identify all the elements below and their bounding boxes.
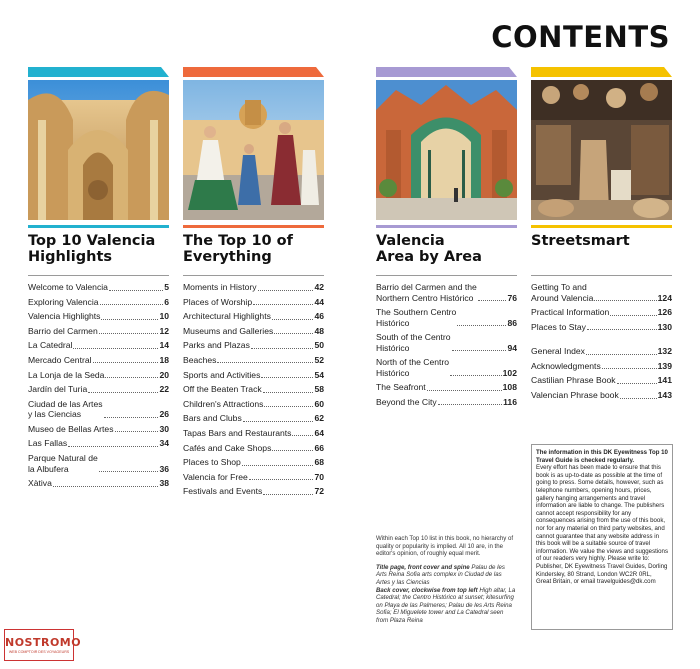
- credits-note: [376, 564, 517, 625]
- toc-entry: [376, 307, 517, 328]
- section-heading: The Top 10 of Everything: [183, 233, 293, 265]
- toc-entry-page: 30: [159, 423, 169, 434]
- info-heading: The information in this DK Eyewitness Top 10 Travel Guide is checked regularly.: [536, 449, 668, 464]
- dot-leader: [478, 300, 507, 301]
- toc-entry: [376, 357, 517, 378]
- toc-entry-page: 42: [314, 282, 324, 292]
- dot-leader: [292, 435, 313, 436]
- dot-leader: [264, 406, 313, 407]
- toc-entry: [28, 384, 169, 395]
- toc-entry-page: 124: [657, 292, 672, 303]
- divider: [183, 275, 324, 276]
- dot-leader: [610, 315, 656, 316]
- info-body: Every effort has been made to ensure that this book is as up-to-date as possible at the time of going to press. Some details, however, such as telephone numbers, opening hours, prices, gallery hanging arrangements and travel information are liable to change. The publishers cannot accept responsibility for any consequences arising from the use of this book, nor for any material on third party websites, and cannot guarantee that any website address in this book will be a suitable source of travel information. We value the views and suggestions of our readers very highly. Please write to: Publisher, DK Eyewitness Travel Guides, Dorling Kindersley, 80 Strand, London WC2R 0RL, Great Britain, or email travelguides@dk.com: [536, 464, 668, 586]
- toc-entry-title: Festivals and Events: [183, 486, 263, 497]
- toc-entry-page: 58: [314, 384, 324, 395]
- dot-leader: [68, 446, 158, 447]
- toc-entry-page: 10: [159, 311, 169, 322]
- toc-entry-page: 102: [502, 367, 517, 378]
- toc-entry-title: Mercado Central: [28, 354, 92, 365]
- toc-entry-title: Welcome to Valencia: [28, 282, 108, 292]
- toc-entry-title: South of the Centro Histórico: [376, 332, 451, 353]
- toc-entry-page: 48: [314, 325, 324, 336]
- toc-entry-page: 36: [159, 463, 169, 474]
- toc-entry-title: Cafés and Cake Shops: [183, 442, 272, 453]
- dancers-photo: [183, 80, 324, 220]
- toc-entry-page: 52: [314, 354, 324, 365]
- dot-leader: [263, 494, 313, 495]
- cathedral-photo: [28, 80, 169, 220]
- dot-leader: [249, 479, 314, 480]
- toc-entry: [183, 486, 324, 497]
- toc-entry-page: 76: [507, 292, 517, 303]
- toc-entry: [183, 326, 324, 337]
- toc-list: [376, 282, 517, 407]
- toc-entry-title: Ciudad de las Artes y las Ciencias: [28, 398, 103, 420]
- toc-entry: [531, 282, 672, 303]
- dot-leader: [115, 431, 159, 432]
- toc-entry-page: 34: [159, 438, 169, 449]
- toc-entry: [183, 472, 324, 483]
- toc-entry: [28, 424, 169, 435]
- toc-entry-title: Places to Stay: [531, 321, 586, 332]
- credit-text: High altar, La Catedral; the Centro Histórico at sunset; kitesurfing on Playa de las Palmeres; Palau de les Arts Reina Sofia; El Miguelete tower and La Catedral seen from Plaza Reina: [376, 586, 516, 624]
- toc-entry-title: Acknowledgments: [531, 360, 601, 371]
- toc-entry-title: Barrio del Carmen: [28, 325, 98, 336]
- toc-entry-page: 18: [159, 354, 169, 365]
- toc-entry-page: 141: [657, 375, 672, 386]
- editorial-note: [376, 535, 517, 631]
- toc-entry-page: 72: [314, 486, 324, 497]
- toc-entry-title: Valencia Highlights: [28, 311, 101, 322]
- toc-entry-title: Museo de Bellas Artes: [28, 423, 114, 434]
- dot-leader: [73, 348, 158, 349]
- toc-entry: [28, 453, 169, 474]
- toc-entry: [28, 340, 169, 351]
- toc-entry-title: Getting To and Around Valencia: [531, 282, 594, 303]
- logo-tagline: WEB COMPTOIR DES VOYAGEURS: [8, 650, 70, 654]
- toc-entry: [531, 322, 672, 333]
- toc-entry: [28, 438, 169, 449]
- dot-leader: [93, 362, 159, 363]
- dot-leader: [587, 329, 657, 330]
- toc-entry-page: 86: [507, 317, 517, 328]
- dot-leader: [243, 421, 314, 422]
- toc-list: [531, 282, 672, 401]
- section-tab: [183, 67, 324, 77]
- credit-text: Palau de les Arts Reina Sofia arts complex in Ciudad de las Artes y las Ciencias: [376, 563, 505, 586]
- toc-entry: [376, 382, 517, 393]
- section-heading: Valencia Area by Area: [376, 233, 482, 265]
- dot-leader: [88, 392, 158, 393]
- toc-entry-title: Sports and Activities: [183, 369, 261, 380]
- toc-entry-page: 6: [164, 296, 169, 307]
- toc-entry-title: The Seafront: [376, 382, 426, 393]
- toc-entry: [28, 311, 169, 322]
- toc-entry: [183, 413, 324, 424]
- toc-entry: [183, 399, 324, 410]
- dot-leader: [105, 377, 158, 378]
- toc-entry-page: 130: [657, 321, 672, 332]
- dot-leader: [617, 383, 657, 384]
- toc-entry-title: Beyond the City: [376, 396, 437, 407]
- toc-entry-title: North of the Centro Histórico: [376, 357, 450, 378]
- toc-entry: [531, 361, 672, 372]
- toc-entry-page: 44: [314, 296, 324, 307]
- dot-leader: [258, 290, 314, 291]
- toc-entry-page: 116: [503, 396, 517, 407]
- toc-entry-page: 132: [657, 346, 672, 357]
- hierarchy-note: Within each Top 10 list in this book, no hierarchy of quality or popularity is implied. All 10 are, in the editor's opinion, of roughly equal merit.: [376, 535, 514, 558]
- section-heading: Streetsmart: [531, 233, 630, 249]
- toc-entry-title: Castilian Phrase Book: [531, 375, 616, 386]
- toc-entry-title: La Catedral: [28, 340, 73, 351]
- toc-entry: [28, 326, 169, 337]
- toc-entry-title: Places of Worship: [183, 296, 253, 307]
- toc-entry-page: 139: [657, 360, 672, 371]
- section-tab: [28, 67, 169, 77]
- toc-entry: [531, 390, 672, 401]
- dot-leader: [101, 319, 158, 320]
- toc-list: [28, 282, 169, 489]
- toc-entry-title: Off the Beaten Track: [183, 384, 262, 395]
- toc-entry: [376, 282, 517, 303]
- toc-entry-page: 108: [502, 382, 517, 393]
- toc-entry-page: 20: [159, 369, 169, 380]
- dot-leader: [100, 304, 164, 305]
- dot-leader: [53, 486, 159, 487]
- toc-entry-title: General Index: [531, 346, 585, 357]
- section-heading: Top 10 Valencia Highlights: [28, 233, 156, 265]
- toc-entry-title: Valencia for Free: [183, 471, 248, 482]
- dot-leader: [427, 390, 502, 391]
- toc-entry-title: Xàtiva: [28, 478, 52, 489]
- toc-entry-page: 64: [314, 427, 324, 438]
- toc-entry: [183, 282, 324, 293]
- toc-entry-page: 12: [159, 325, 169, 336]
- toc-entry-page: 143: [657, 390, 672, 401]
- divider: [531, 275, 672, 276]
- toc-entry-page: 38: [159, 478, 169, 489]
- toc-entry-title: Parque Natural de la Albufera: [28, 453, 98, 474]
- dot-leader: [104, 417, 159, 418]
- divider: [28, 275, 169, 276]
- toc-entry-page: 46: [314, 311, 324, 322]
- toc-entry-title: Exploring Valencia: [28, 296, 99, 307]
- dot-leader: [274, 333, 313, 334]
- toc-entry-page: 60: [314, 398, 324, 409]
- toc-entry-title: Places to Shop: [183, 457, 241, 468]
- dot-leader: [217, 362, 313, 363]
- toc-entry-page: 70: [314, 471, 324, 482]
- toc-entry-title: Moments in History: [183, 282, 257, 292]
- toc-entry-title: Children's Attractions: [183, 398, 264, 409]
- logo-name: NOSTROMO: [5, 636, 82, 649]
- toc-entry-page: 50: [314, 340, 324, 351]
- page-title: CONTENTS: [491, 20, 670, 54]
- market-photo: [376, 80, 517, 220]
- toc-entry: [183, 384, 324, 395]
- toc-entry: [376, 397, 517, 408]
- dot-leader: [263, 392, 314, 393]
- toc-entry: [28, 478, 169, 489]
- section-rule: [28, 225, 169, 228]
- toc-entry: [183, 370, 324, 381]
- dot-leader: [594, 300, 656, 301]
- toc-section-area: [376, 67, 517, 412]
- shop-photo: [531, 80, 672, 220]
- toc-entry-title: Las Fallas: [28, 438, 68, 449]
- toc-entry-title: Barrio del Carmen and the Northern Centro Histórico: [376, 282, 477, 303]
- toc-section-streetsmart: [531, 67, 672, 405]
- toc-entry-page: 14: [159, 340, 169, 351]
- toc-list: [183, 282, 324, 497]
- spacer: [531, 336, 672, 346]
- credit-label: Back cover, clockwise from top left: [376, 586, 478, 594]
- dot-leader: [586, 354, 657, 355]
- toc-section-everything: [183, 67, 324, 501]
- toc-entry: [531, 346, 672, 357]
- section-rule: [183, 225, 324, 228]
- dot-leader: [272, 450, 313, 451]
- toc-entry-title: Architectural Highlights: [183, 311, 271, 322]
- dot-leader: [452, 350, 507, 351]
- dot-leader: [457, 325, 506, 326]
- toc-entry-title: Museums and Galleries: [183, 325, 274, 336]
- toc-entry: [28, 370, 169, 381]
- section-tab: [376, 67, 517, 77]
- toc-entry-title: Bars and Clubs: [183, 413, 242, 424]
- toc-entry-page: 26: [159, 409, 169, 420]
- toc-entry: [28, 399, 169, 420]
- toc-entry-title: La Lonja de la Seda: [28, 369, 105, 380]
- credit-label: Title page, front cover and spine: [376, 563, 470, 571]
- dot-leader: [261, 377, 313, 378]
- dot-leader: [620, 398, 657, 399]
- toc-entry-page: 54: [314, 369, 324, 380]
- dot-leader: [109, 290, 163, 291]
- toc-entry: [28, 297, 169, 308]
- section-rule: [376, 225, 517, 228]
- toc-entry-title: The Southern Centro Histórico: [376, 307, 457, 328]
- toc-entry-page: 126: [657, 307, 672, 318]
- toc-entry-title: Practical Information: [531, 307, 610, 318]
- toc-section-highlights: [28, 67, 169, 493]
- section-rule: [531, 225, 672, 228]
- toc-entry-page: 68: [314, 457, 324, 468]
- toc-entry-title: Beaches: [183, 354, 217, 365]
- toc-entry: [28, 282, 169, 293]
- toc-entry: [183, 297, 324, 308]
- toc-entry: [183, 457, 324, 468]
- section-tab: [531, 67, 672, 77]
- dot-leader: [450, 375, 502, 376]
- dot-leader: [242, 465, 314, 466]
- toc-entry: [183, 443, 324, 454]
- dot-leader: [99, 471, 159, 472]
- divider: [376, 275, 517, 276]
- toc-entry: [183, 311, 324, 322]
- toc-entry-title: Jardín del Turia: [28, 384, 88, 395]
- toc-entry: [376, 332, 517, 353]
- toc-entry-title: Tapas Bars and Restaurants: [183, 427, 292, 438]
- toc-entry-page: 5: [164, 282, 169, 292]
- dot-leader: [253, 304, 313, 305]
- nostromo-logo: [4, 629, 82, 661]
- dot-leader: [438, 404, 502, 405]
- info-box: [531, 444, 673, 630]
- toc-entry: [183, 340, 324, 351]
- toc-entry: [531, 307, 672, 318]
- toc-entry: [183, 428, 324, 439]
- toc-entry: [28, 355, 169, 366]
- toc-entry-title: Valencian Phrase book: [531, 390, 619, 401]
- toc-entry-page: 62: [314, 413, 324, 424]
- toc-entry-page: 66: [314, 442, 324, 453]
- dot-leader: [272, 319, 314, 320]
- toc-entry-page: 94: [507, 342, 517, 353]
- toc-entry-title: Parks and Plazas: [183, 340, 250, 351]
- toc-entry-page: 22: [159, 384, 169, 395]
- toc-entry: [531, 375, 672, 386]
- dot-leader: [251, 348, 314, 349]
- dot-leader: [602, 368, 657, 369]
- dot-leader: [99, 333, 159, 334]
- toc-entry: [183, 355, 324, 366]
